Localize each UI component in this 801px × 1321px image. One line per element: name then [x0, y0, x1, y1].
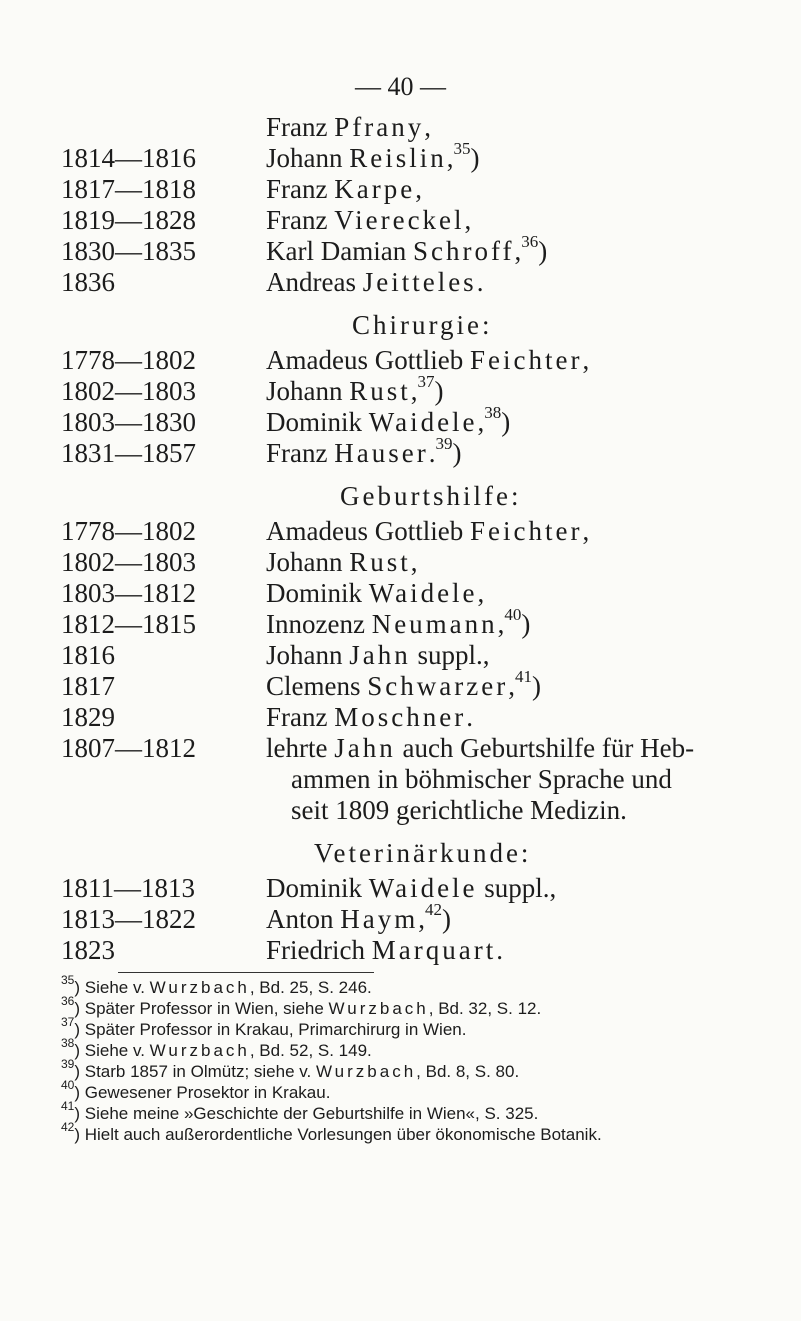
footnote-text: Wurzbach: [149, 978, 250, 997]
person: Amadeus Gottlieb Feichter,: [266, 345, 590, 375]
footnote-text: Später Professor in Krakau, Primarchirurg in Wien.: [84, 1020, 467, 1039]
page-number: — 40 —: [355, 72, 446, 101]
person: Franz Karpe,: [266, 174, 422, 204]
footnote-text: Starb 1857 in Olmütz; siehe v.: [84, 1062, 316, 1081]
footnote-number: 38: [61, 1036, 75, 1050]
note-line: seit 1809 gerichtliche Medizin.: [291, 795, 627, 825]
years: 1819—1828: [61, 205, 196, 235]
note-line: lehrte Jahn auch Geburtshilfe für Heb-: [266, 733, 695, 763]
footnote-number: 41: [61, 1099, 75, 1113]
person: Andreas Jeitteles.: [266, 267, 484, 297]
footnote-text: Hielt auch außerordentliche Vorlesungen über ökonomische Botanik.: [84, 1125, 602, 1144]
continuation-line: [266, 112, 431, 143]
footnote-divider: [118, 972, 374, 973]
footnote-text: Wurzbach: [315, 1062, 417, 1081]
footnote-ref: 39: [435, 434, 453, 453]
years: 1829: [61, 702, 115, 732]
years: 1817—1818: [61, 174, 196, 204]
years: 1778—1802: [61, 345, 196, 375]
years: 1831—1857: [61, 438, 196, 468]
footnote-ref: 36: [521, 232, 539, 251]
person: Franz Viereckel,: [266, 205, 472, 235]
footnote-number: 35: [61, 973, 75, 987]
footnote-text: Siehe v.: [84, 1041, 150, 1060]
footnote-text: , Bd. 52, S. 149.: [249, 1041, 372, 1060]
footnote: $^{36}$) Später Professor in Wien, siehe Wurzbach, Bd. 32, S. 12.: [61, 994, 542, 1018]
footnote: $^{40}$) Gewesener Prosektor in Krakau.: [61, 1078, 331, 1102]
person: Dominik Waidele,$^{38}$): [266, 403, 511, 437]
surname: Pfrany: [334, 112, 425, 142]
person: Innozenz Neumann,$^{40}$): [266, 605, 531, 639]
person: Dominik Waidele suppl.,: [266, 873, 557, 903]
years: 1807—1812: [61, 733, 196, 763]
footnote-text: Siehe v.: [84, 978, 150, 997]
footnote-text: Wurzbach: [149, 1041, 250, 1060]
footnote-text: , Bd. 25, S. 246.: [249, 978, 372, 997]
person: Johann Reislin,$^{35}$): [266, 139, 480, 173]
years: 1778—1802: [61, 516, 196, 546]
footnote: $^{41}$) Siehe meine »Geschichte der Geburtshilfe in Wien«, S. 325.: [61, 1099, 539, 1123]
footnote-number: 37: [61, 1015, 75, 1029]
person: Franz Moschner.: [266, 702, 473, 732]
years: 1803—1830: [61, 407, 196, 437]
years: 1816: [61, 640, 115, 670]
note-line: ammen in böhmischer Sprache und: [291, 764, 672, 794]
person: Johann Rust,: [266, 547, 418, 577]
person: Johann Rust,$^{37}$): [266, 372, 444, 406]
years: 1836: [61, 267, 115, 297]
footnote-text: Siehe meine »Geschichte der Geburtshilfe in Wien«, S. 325.: [84, 1104, 539, 1123]
footnote: $^{42}$) Hielt auch außerordentliche Vorlesungen über ökonomische Botanik.: [61, 1120, 602, 1144]
footnote-text: , Bd. 32, S. 12.: [428, 999, 542, 1018]
person: Clemens Schwarzer,$^{41}$): [266, 667, 541, 701]
years: 1813—1822: [61, 904, 196, 934]
section-heading: Chirurgie:: [352, 310, 493, 340]
person: Dominik Waidele,: [266, 578, 485, 608]
footnote: $^{37}$) Später Professor in Krakau, Primarchirurg in Wien.: [61, 1015, 467, 1039]
person: Anton Haym,$^{42}$): [266, 900, 451, 934]
footnote: $^{35}$) Siehe v. Wurzbach, Bd. 25, S. 246.: [61, 973, 372, 997]
footnote-ref: 35: [453, 139, 471, 158]
footnote-ref: 38: [484, 403, 502, 422]
person: Friedrich Marquart.: [266, 935, 503, 965]
years: 1802—1803: [61, 376, 196, 406]
years: 1830—1835: [61, 236, 196, 266]
footnote-text: Wurzbach: [328, 999, 429, 1018]
years: 1811—1813: [61, 873, 195, 903]
section-heading: Geburtshilfe:: [340, 481, 522, 511]
footnote-text: Gewesener Prosektor in Krakau.: [84, 1083, 331, 1102]
footnote-text: , Bd. 8, S. 80.: [416, 1062, 520, 1081]
years: 1803—1812: [61, 578, 196, 608]
footnote-number: 39: [61, 1057, 75, 1071]
section-heading: Veterinärkunde:: [314, 838, 532, 868]
footnote-number: 42: [61, 1120, 75, 1134]
person: Johann Jahn suppl.,: [266, 640, 490, 670]
footnote: $^{38}$) Siehe v. Wurzbach, Bd. 52, S. 149.: [61, 1036, 372, 1060]
footnote-number: 40: [61, 1078, 75, 1092]
first-name: Franz: [266, 112, 335, 142]
person: Amadeus Gottlieb Feichter,: [266, 516, 590, 546]
footnote-ref: 37: [417, 372, 435, 391]
years: 1802—1803: [61, 547, 196, 577]
footnote-ref: 41: [514, 667, 532, 686]
footnote-ref: 42: [424, 900, 442, 919]
footnote-ref: 40: [504, 605, 522, 624]
years: 1812—1815: [61, 609, 196, 639]
name-rest: ,: [424, 112, 431, 142]
years: 1814—1816: [61, 143, 196, 173]
person: Karl Damian Schroff,$^{36}$): [266, 232, 548, 266]
footnote: $^{39}$) Starb 1857 in Olmütz; siehe v. Wurzbach, Bd. 8, S. 80.: [61, 1057, 520, 1081]
footnote-text: Später Professor in Wien, siehe: [84, 999, 329, 1018]
years: 1817: [61, 671, 115, 701]
person: Franz Hauser.$^{39}$): [266, 434, 462, 468]
footnote-number: 36: [61, 994, 75, 1008]
years: 1823: [61, 935, 115, 965]
